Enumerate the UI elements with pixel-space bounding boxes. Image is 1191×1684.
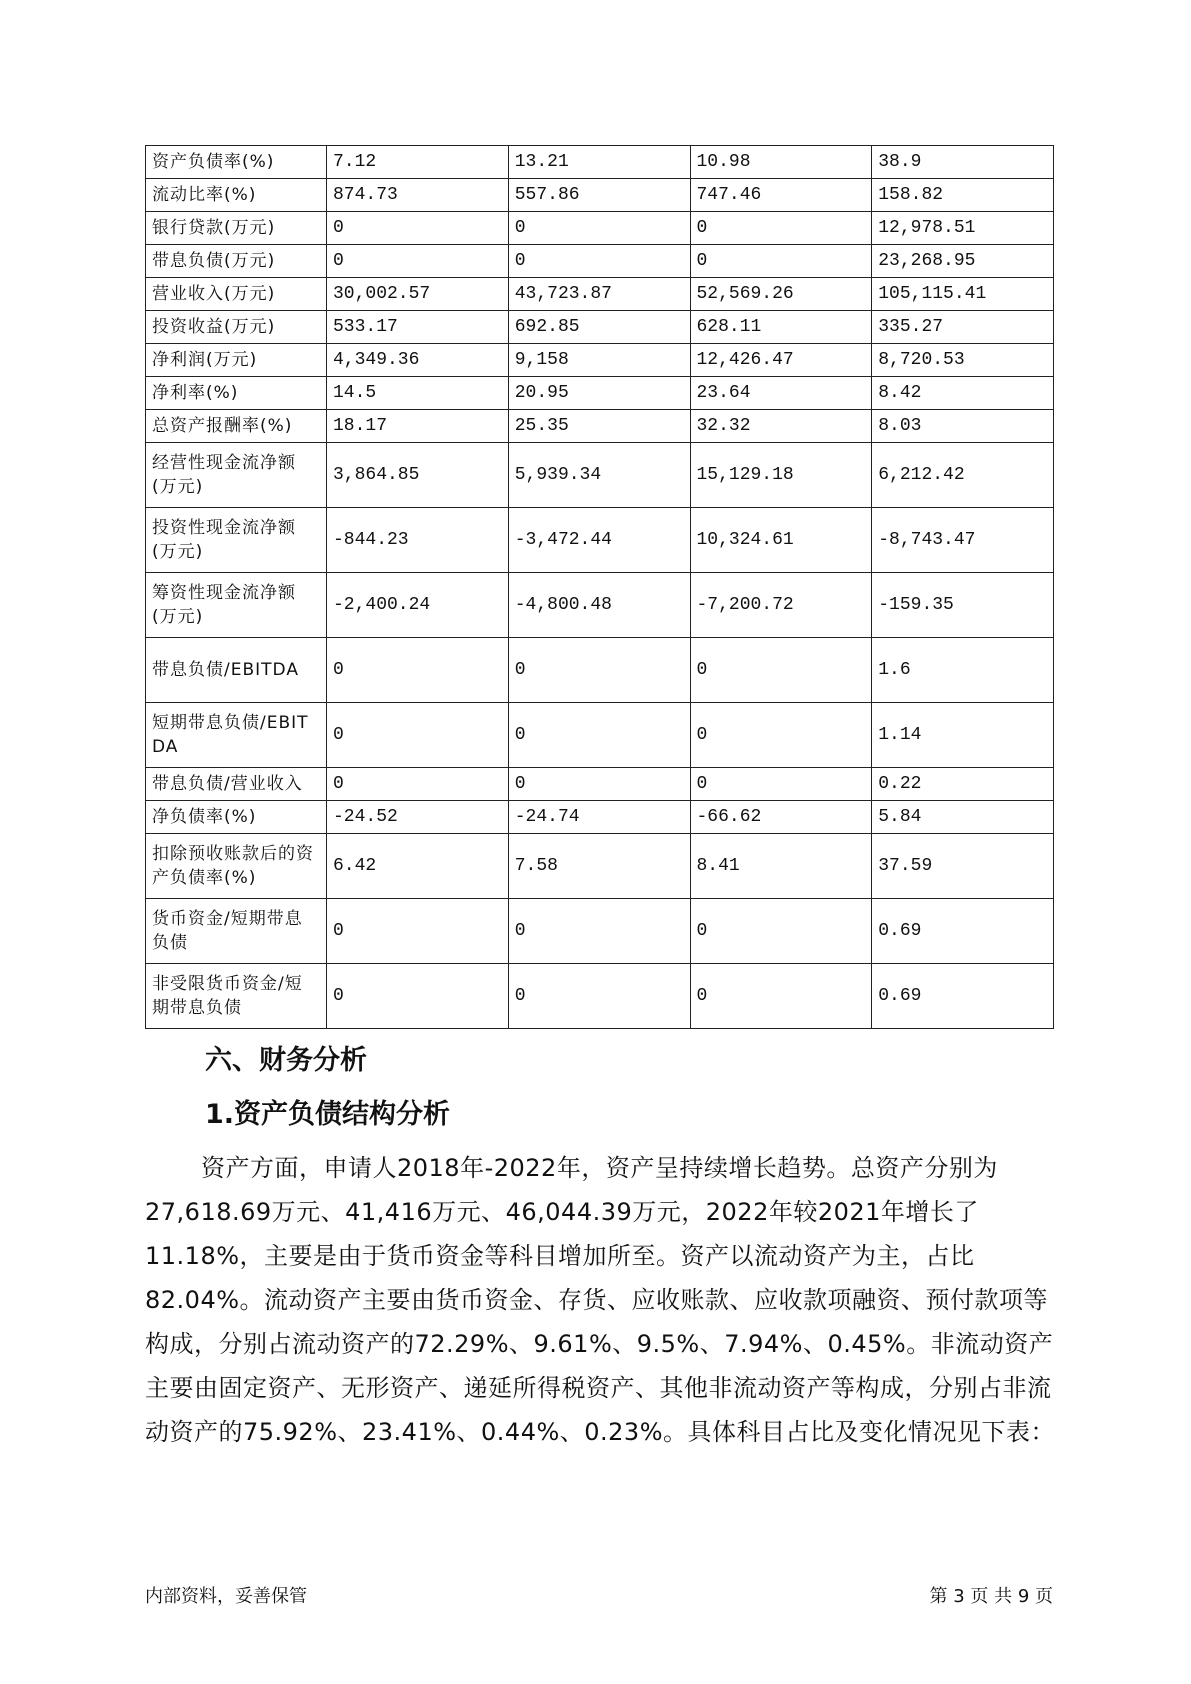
table-cell: -844.23 [327,508,509,573]
table-cell: -24.74 [508,801,690,834]
table-cell: 12,426.47 [690,344,872,377]
table-cell: 0 [327,638,509,703]
row-label: 经营性现金流净额(万元) [146,443,327,508]
table-cell: 8.03 [872,410,1054,443]
table-row [146,212,1054,245]
table-row [146,377,1054,410]
table-cell: 0 [508,703,690,768]
table-cell: -7,200.72 [690,573,872,638]
row-label: 带息负债/EBITDA [146,638,327,703]
table-cell: -3,472.44 [508,508,690,573]
table-cell: -2,400.24 [327,573,509,638]
table-cell: 10.98 [690,146,872,179]
row-label: 净利率(%) [146,377,327,410]
table-cell: 9,158 [508,344,690,377]
table-cell: 0.22 [872,768,1054,801]
table-row [146,344,1054,377]
table-cell: 1.6 [872,638,1054,703]
table-cell: 32.32 [690,410,872,443]
table-row [146,834,1054,899]
analysis-paragraph: 资产方面，申请人2018年-2022年，资产呈持续增长趋势。总资产分别为27,618.69万元、41,416万元、46,044.39万元，2022年较2021年增长了11.18%，主要是由于货币资金等科目增加所至。资产以流动资产为主，占比82.04%。流动资产主要由货币资金、存货、应收账款、应收款项融资、预付款项等构成，分别占流动资产的72.29%、9.61%、9.5%、7.94%、0.45%。非流动资产主要由固定资产、无形资产、递延所得税资产、其他非流动资产等构成，分别占非流动资产的75.92%、23.41%、0.44%、0.23%。具体科目占比及变化情况见下表： [145,1154,1056,1446]
table-cell: 18.17 [327,410,509,443]
table-cell: 335.27 [872,311,1054,344]
table-cell: 7.58 [508,834,690,899]
table-cell: 105,115.41 [872,278,1054,311]
table-cell: 0 [327,703,509,768]
table-row [146,703,1054,768]
financial-indicators-table [145,145,1054,1029]
row-label: 银行贷款(万元) [146,212,327,245]
table-cell: 12,978.51 [872,212,1054,245]
table-cell: -66.62 [690,801,872,834]
table-cell: 38.9 [872,146,1054,179]
subsection-heading: 1.资产负债结构分析 [205,1099,451,1130]
table-cell: 874.73 [327,179,509,212]
table-cell: 0 [508,768,690,801]
table-cell: 1.14 [872,703,1054,768]
table-cell: 0.69 [872,899,1054,964]
table-cell: 23.64 [690,377,872,410]
table-cell: 747.46 [690,179,872,212]
table-row [146,443,1054,508]
table-row [146,768,1054,801]
table-cell: 37.59 [872,834,1054,899]
table-cell: -159.35 [872,573,1054,638]
table-row [146,964,1054,1029]
table-row [146,573,1054,638]
row-label: 净利润(万元) [146,344,327,377]
row-label: 流动比率(%) [146,179,327,212]
row-label: 投资收益(万元) [146,311,327,344]
table-row [146,146,1054,179]
table-cell: 25.35 [508,410,690,443]
row-label: 短期带息负债/EBITDA [146,703,327,768]
row-label: 营业收入(万元) [146,278,327,311]
table-cell: 23,268.95 [872,245,1054,278]
table-cell: 13.21 [508,146,690,179]
table-cell: 0 [690,964,872,1029]
table-cell: 158.82 [872,179,1054,212]
table-cell: -4,800.48 [508,573,690,638]
table-cell: 14.5 [327,377,509,410]
row-label: 带息负债(万元) [146,245,327,278]
table-row [146,638,1054,703]
table-cell: 8.41 [690,834,872,899]
row-label: 投资性现金流净额(万元) [146,508,327,573]
table-cell: 20.95 [508,377,690,410]
table-cell: 8,720.53 [872,344,1054,377]
row-label: 净负债率(%) [146,801,327,834]
table-cell: 4,349.36 [327,344,509,377]
table-cell: 628.11 [690,311,872,344]
table-cell: 0 [508,638,690,703]
table-cell: 30,002.57 [327,278,509,311]
table-cell: 0 [327,964,509,1029]
row-label: 资产负债率(%) [146,146,327,179]
table-cell: 6,212.42 [872,443,1054,508]
table-cell: 0 [690,703,872,768]
row-label: 带息负债/营业收入 [146,768,327,801]
table-cell: 52,569.26 [690,278,872,311]
table-cell: 0.69 [872,964,1054,1029]
table-cell: 15,129.18 [690,443,872,508]
section-heading: 六、财务分析 [205,1045,367,1076]
table-cell: 0 [327,768,509,801]
table-cell: 0 [327,245,509,278]
table-cell: 0 [508,964,690,1029]
table-cell: 0 [508,899,690,964]
row-label: 筹资性现金流净额(万元) [146,573,327,638]
table-row [146,245,1054,278]
row-label: 扣除预收账款后的资产负债率(%) [146,834,327,899]
table-cell: 5.84 [872,801,1054,834]
table-row [146,508,1054,573]
row-label: 非受限货币资金/短期带息负债 [146,964,327,1029]
table-cell: 0 [508,245,690,278]
row-label: 总资产报酬率(%) [146,410,327,443]
table-cell: 10,324.61 [690,508,872,573]
table-row [146,278,1054,311]
table-cell: -8,743.47 [872,508,1054,573]
table-cell: 557.86 [508,179,690,212]
footer-page-number: 第 3 页 共 9 页 [929,1586,1053,1607]
table-cell: 533.17 [327,311,509,344]
row-label: 货币资金/短期带息负债 [146,899,327,964]
table-cell: -24.52 [327,801,509,834]
financial-indicators-table-body [146,146,1054,1029]
table-cell: 0 [690,768,872,801]
footer-confidential-note: 内部资料，妥善保管 [145,1586,307,1607]
table-cell: 5,939.34 [508,443,690,508]
table-cell: 0 [690,245,872,278]
table-row [146,179,1054,212]
table-cell: 0 [690,212,872,245]
table-cell: 0 [690,638,872,703]
table-cell: 0 [327,899,509,964]
table-cell: 0 [690,899,872,964]
table-cell: 8.42 [872,377,1054,410]
table-cell: 7.12 [327,146,509,179]
table-row [146,410,1054,443]
table-cell: 0 [327,212,509,245]
table-cell: 43,723.87 [508,278,690,311]
table-row [146,801,1054,834]
table-cell: 6.42 [327,834,509,899]
table-row [146,311,1054,344]
table-row [146,899,1054,964]
table-cell: 3,864.85 [327,443,509,508]
table-cell: 0 [508,212,690,245]
table-cell: 692.85 [508,311,690,344]
